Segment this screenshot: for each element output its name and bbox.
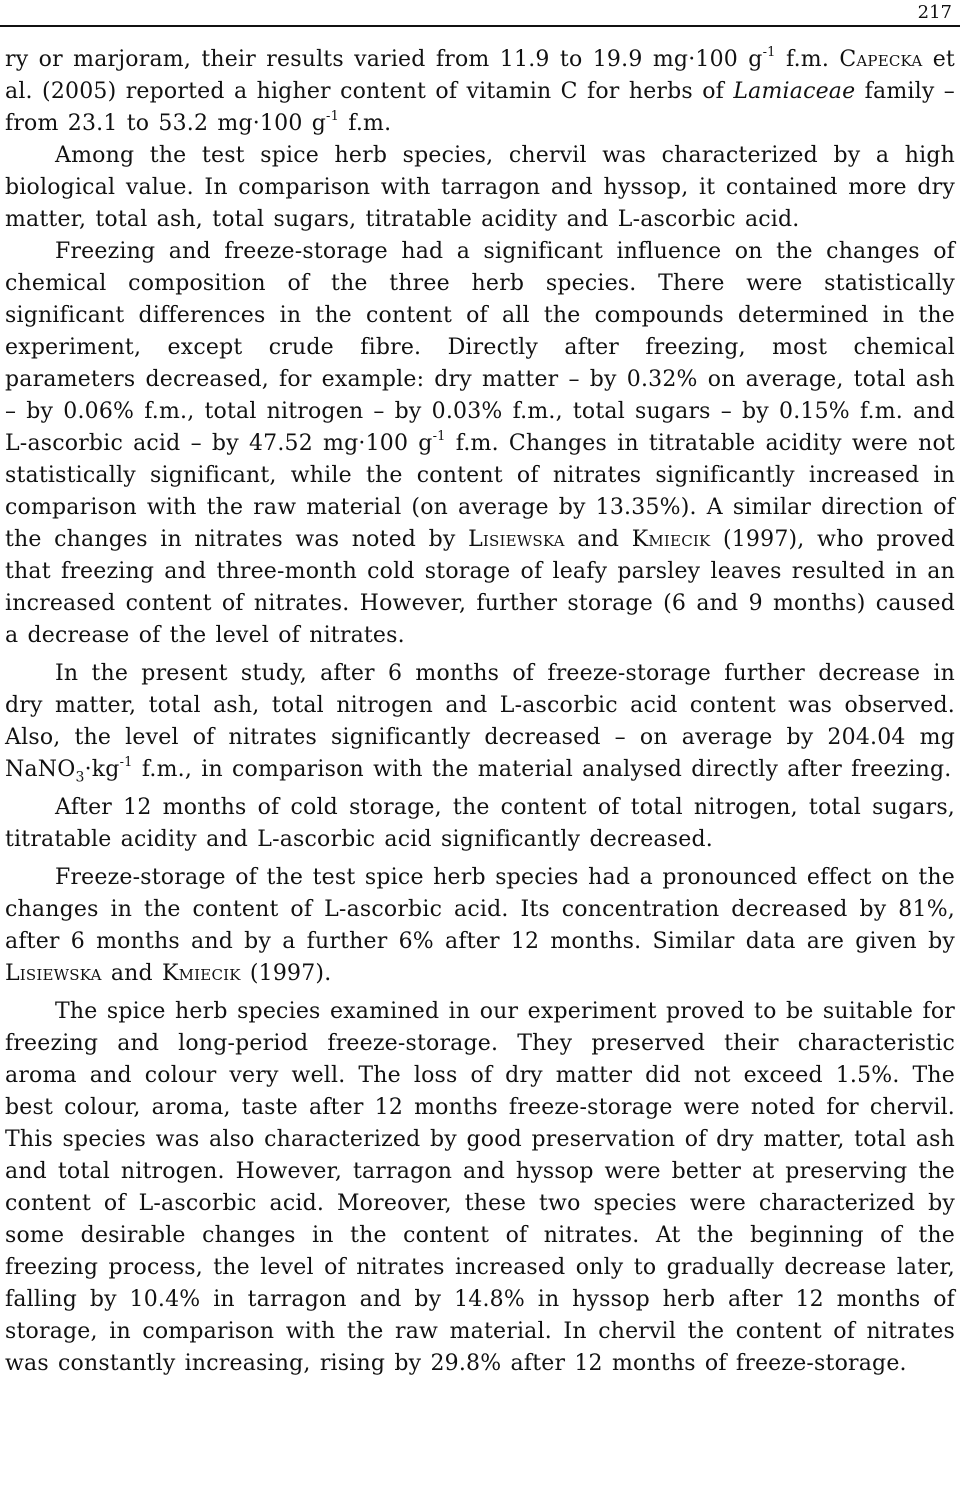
text-run: ry or marjoram, their results varied from 11.9 to 19.9 mg·100 g <box>5 47 763 72</box>
text-run: (1997), who proved that freezing and three-month cold storage of leafy parsley leaves resulted in an increased content of nitrates. However, further storage (6 and 9 months) caused a decrease of the level of nitrates. <box>5 527 955 648</box>
superscript: -1 <box>432 428 446 444</box>
text-run: Among the test spice herb species, chervil was characterized by a high biological value. In comparison with tarragon and hyssop, it contained more dry matter, total ash, total sugars, titratable acidity and L-ascorbic acid. <box>5 143 955 232</box>
text-run: In the present study, after 6 months of freeze-storage further decrease in dry matter, total ash, total nitrogen and L-ascorbic acid content was observed. Also, the level of nitrates significantly decreased – on average by 204.04 mg NaNO <box>5 661 955 782</box>
author-name: Kmiecik <box>161 961 241 986</box>
author-name: Lisiewska <box>468 527 565 552</box>
text-run: f.m., in comparison with the material analysed directly after freezing. <box>132 757 952 782</box>
text-run: Freezing and freeze-storage had a significant influence on the changes of chemical composition of the three herb species. There were statistically significant differences in the content of all the compounds determined in the experiment, except crude fibre. Directly after freezing, most chemical parameters decreased, for example: dry matter – by 0.32% on average, total ash – by 0.06% f.m., total nitrogen – by 0.03% f.m., total sugars – by 0.15% f.m. and L-ascorbic acid – by 47.52 mg·100 g <box>5 239 955 456</box>
text-run: f.m. <box>339 111 392 136</box>
text-run: f.m. <box>775 47 840 72</box>
superscript: -1 <box>326 108 340 124</box>
paragraph-3 <box>5 236 955 652</box>
text-run: f.m. Changes in titratable acidity were not statistically significant, while the content of nitrates significantly increased in comparison with the raw material (on average by 13.35%). A similar direction of the changes in nitrates was noted by <box>5 431 955 552</box>
author-name: Kmiecik <box>631 527 711 552</box>
paragraph-6 <box>5 862 955 990</box>
author-name: Lisiewska <box>5 961 102 986</box>
superscript: -1 <box>762 44 776 60</box>
text-run: and <box>101 961 162 986</box>
paragraph-1 <box>5 44 955 140</box>
body-text <box>5 44 955 1380</box>
header-rule <box>0 25 960 27</box>
paragraph-5 <box>5 792 955 856</box>
text-run: Freeze-storage of the test spice herb species had a pronounced effect on the changes in the content of L-ascorbic acid. Its concentration decreased by 81%, after 6 months and by a further 6% after 12 months. Similar data are given by <box>5 865 955 954</box>
author-name: Capecka <box>839 47 923 72</box>
paragraph-4 <box>5 658 955 786</box>
page-number: 217 <box>917 2 952 23</box>
text-run: (1997). <box>240 961 332 986</box>
text-run: et al. (2005) reported a higher content of vitamin C for herbs of <box>5 47 955 104</box>
superscript: -1 <box>119 754 133 770</box>
subscript: 3 <box>75 769 85 786</box>
italic-term: Lamiaceae <box>733 79 856 104</box>
paragraph-7 <box>5 996 955 1380</box>
text-run: and <box>564 527 632 552</box>
text-run: ·kg <box>84 757 120 782</box>
text-run: After 12 months of cold storage, the content of total nitrogen, total sugars, titratable acidity and L-ascorbic acid significantly decreased. <box>5 795 955 852</box>
text-run: The spice herb species examined in our experiment proved to be suitable for freezing and long-period freeze-storage. They preserved their characteristic aroma and colour very well. The loss of dry matter did not exceed 1.5%. The best colour, aroma, taste after 12 months freeze-storage were noted for chervil. This species was also characterized by good preservation of dry matter, total ash and total nitrogen. However, tarragon and hyssop were better at preserving the content of L-ascorbic acid. Moreover, these two species were characterized by some desirable changes in the content of nitrates. At the beginning of the freezing process, the level of nitrates increased only to gradually decrease later, falling by 10.4% in tarragon and by 14.8% in hyssop herb after 12 months of storage, in comparison with the raw material. In chervil the content of nitrates was constantly increasing, rising by 29.8% after 12 months of freeze-storage. <box>5 999 955 1376</box>
paragraph-2 <box>5 140 955 236</box>
text-run: family – from 23.1 to 53.2 mg·100 g <box>5 79 955 136</box>
